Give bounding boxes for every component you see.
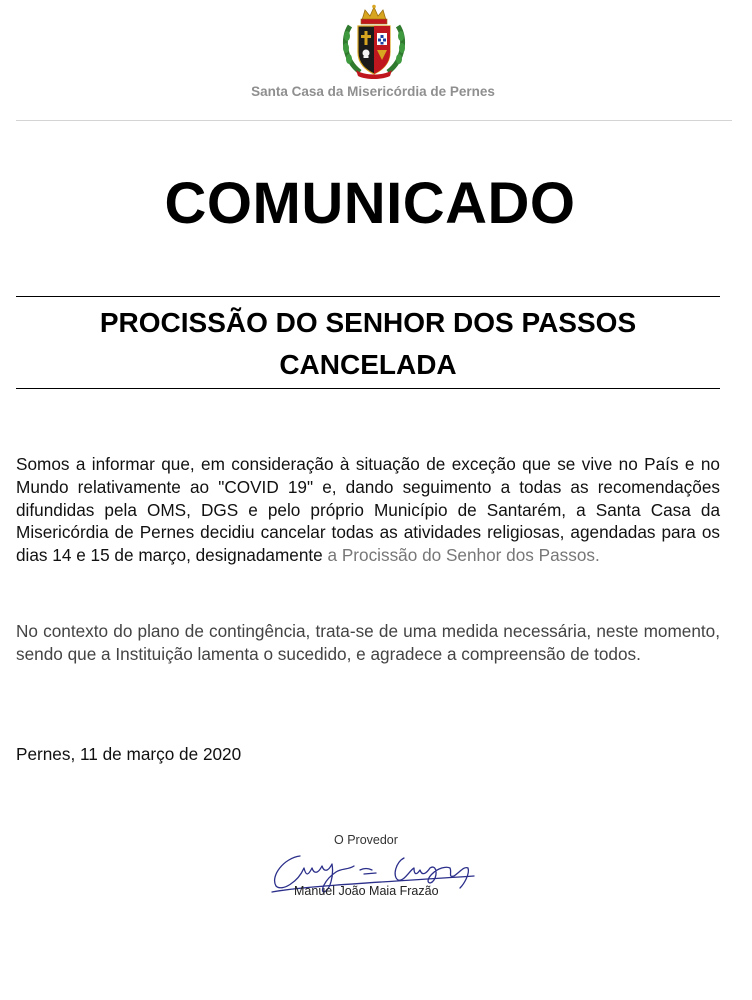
paragraph-1-highlight: a Procissão do Senhor dos Passos. bbox=[327, 545, 600, 566]
signatory-role: O Provedor bbox=[334, 833, 398, 847]
signatory-name: Manuel João Maia Frazão bbox=[294, 884, 439, 898]
document-subtitle bbox=[16, 302, 720, 386]
subtitle-bottom-rule bbox=[16, 388, 720, 389]
subtitle-line-2: CANCELADA bbox=[279, 349, 457, 380]
header-divider bbox=[16, 120, 732, 121]
coat-of-arms-logo bbox=[340, 4, 408, 80]
document-title: COMUNICADO bbox=[164, 171, 576, 236]
document-date: Pernes, 11 de março de 2020 bbox=[16, 744, 242, 764]
body-paragraph-1 bbox=[16, 453, 720, 567]
subtitle-top-rule bbox=[16, 296, 720, 297]
body-paragraph-2: No contexto do plano de contingência, trata-se de uma medida necessária, neste momento, sendo que a Instituição lamenta o sucedido, e agradece a compreensão de todos. bbox=[16, 621, 720, 664]
subtitle-line-1: PROCISSÃO DO SENHOR DOS PASSOS bbox=[99, 307, 637, 338]
organization-name: Santa Casa da Misericórdia de Pernes bbox=[251, 84, 495, 99]
paragraph-1-main: Somos a informar que, em consideração à situação de exceção que se vive no País e no Mundo relativamente ao "COVID 19" e, dando seguimento a todas as recomendações difundidas pela OMS, DGS e pelo próprio Município de Santarém, a Santa Casa da Misericórdia de Pernes decidiu cancelar todas as atividades religiosas, agendadas para os dias 14 e 15 de março, designadamente bbox=[16, 454, 720, 566]
